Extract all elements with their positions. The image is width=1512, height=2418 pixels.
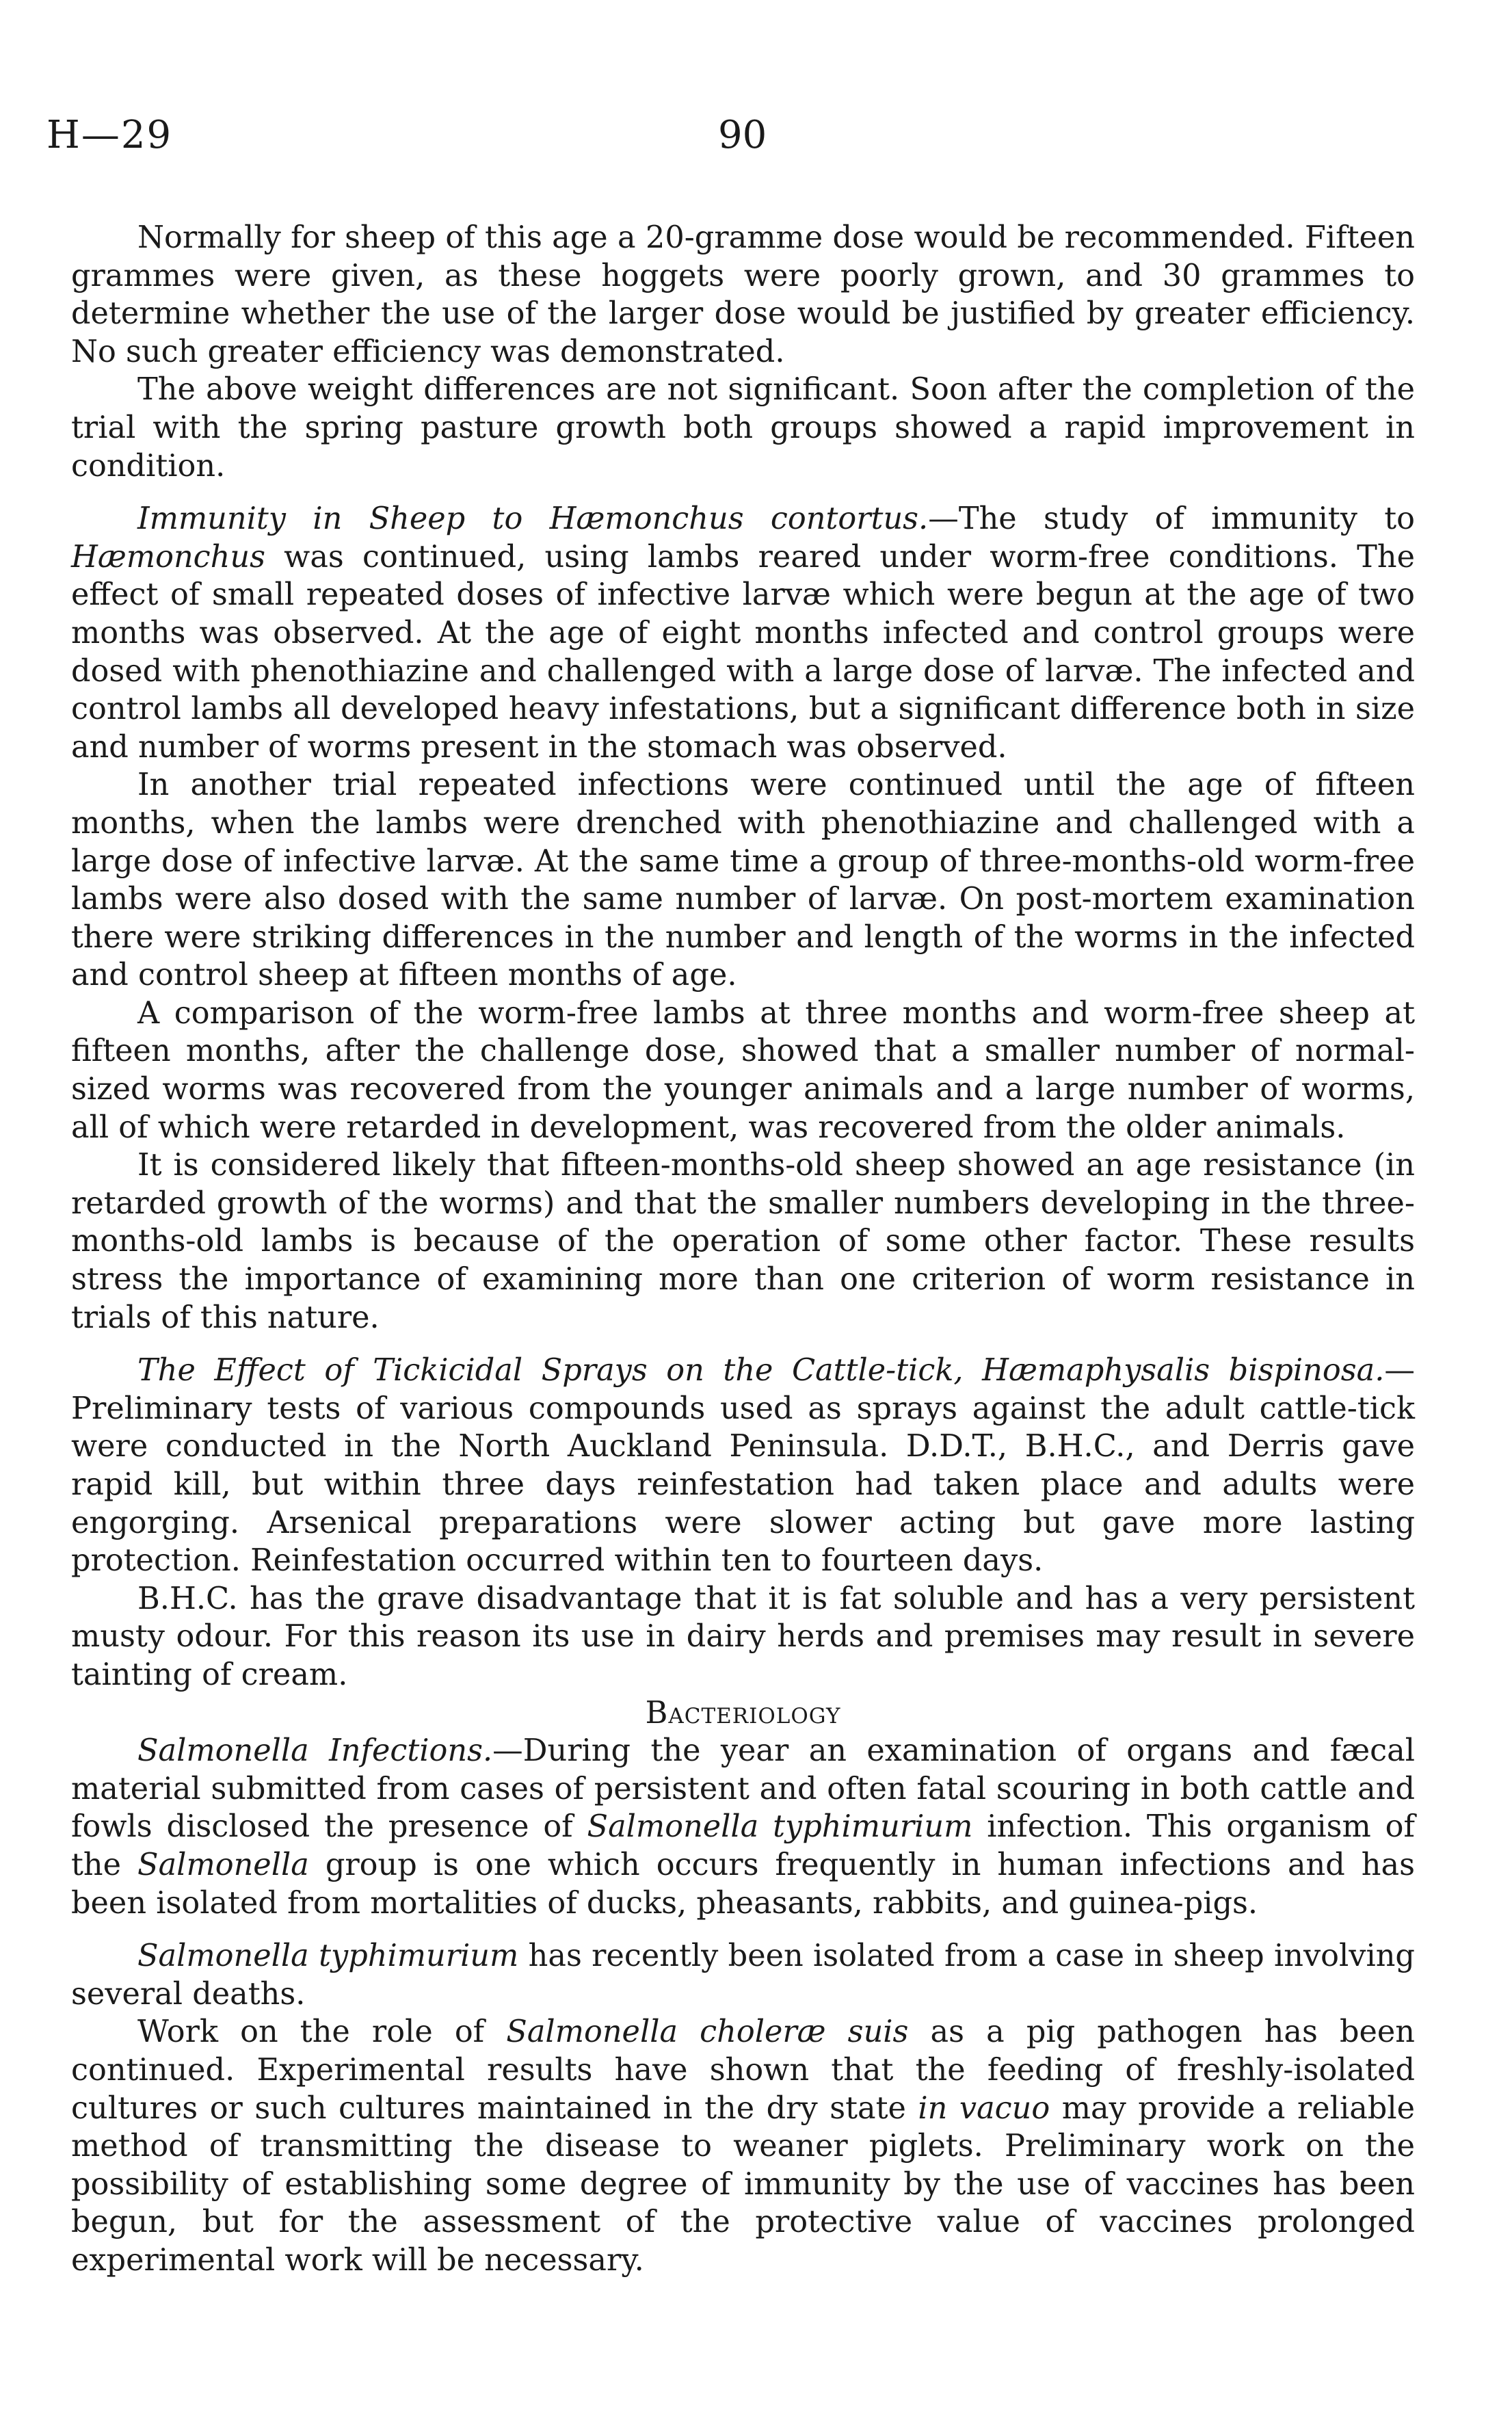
paragraph-age-resistance: It is considered likely that fifteen-months-old sheep showed an age resistance (in retarded growth of the worms) and that the smaller numbers developing in the three-months-old lambs is because of the operation of some other factor. These results stress the importance of examining more than one criterion of worm resistance in trials of this nature.: [71, 1147, 1415, 1335]
subsection-title-immunity: Immunity in Sheep to Hæmonchus contortus.: [137, 501, 929, 537]
paragraph-dose-recommendation: Normally for sheep of this age a 20-gramme dose would be recommended. Fifteen grammes were given, as these hoggets were poorly grown, and 30 grammes to determine whether the use of the larger dose would be justified by greater efficiency. No such greater efficiency was demonstrated.: [71, 220, 1415, 369]
section-heading-bacteriology: Bacteriology: [645, 1694, 841, 1731]
paragraph-weight-differences: The above weight differences are not significant. Soon after the completion of the trial with the spring pasture growth both groups showed a rapid improvement in condition.: [71, 371, 1415, 484]
paragraph-comparison: A comparison of the worm-free lambs at three months and worm-free sheep at fifteen months, after the challenge dose, showed that a smaller number of normal-sized worms was recovered from the younger animals and a large number of worms, all of which were retarded in development, was recovered from the older animals.: [71, 995, 1415, 1145]
paragraph-salmonella-sheep: Salmonella typhimurium has recently been isolated from a case in sheep involving several deaths.: [71, 1938, 1415, 2012]
paragraph-bhc: B.H.C. has the grave disadvantage that it is fat soluble and has a very persistent musty odour. For this reason its use in dairy herds and premises may result in severe tainting of cream.: [71, 1580, 1415, 1692]
paragraph-immunity-haemonchus: Immunity in Sheep to Hæmonchus contortus.—The study of immunity to Hæmonchus was continued, using lambs reared under worm-free conditions. The effect of small repeated doses of infective larvæ which were begun at the age of two months was observed. At the age of eight months infected and control groups were dosed with phenothiazine and challenged with a large dose of larvæ. The infected and control lambs all developed heavy infestations, but a significant difference both in size and number of worms present in the stomach was observed.: [71, 501, 1415, 765]
page-number: 90: [718, 113, 767, 157]
paragraph-another-trial: In another trial repeated infections were continued until the age of fifteen months, when the lambs were drenched with phenothiazine and challenged with a large dose of infective larvæ. At the same time a group of three-months-old worm-free lambs were also dosed with the same number of larvæ. On post-mortem examination there were striking differences in the number and length of the worms in the infected and control sheep at fifteen months of age.: [71, 767, 1415, 993]
paragraph-tickicidal-sprays: The Effect of Tickicidal Sprays on the Cattle-tick, Hæmaphysalis bispinosa.—Preliminary tests of various compounds used as sprays against the adult cattle-tick were conducted in the North Auckland Peninsula. D.D.T., B.H.C., and Derris gave rapid kill, but within three days reinfestation had taken place and adults were engorging. Arsenical preparations were slower acting but gave more lasting protection. Reinfestation occurred within ten to fourteen days.: [71, 1352, 1415, 1579]
subsection-title-salmonella: Salmonella Infections.: [137, 1733, 493, 1769]
paragraph-salmonella-infections: Salmonella Infections.—During the year an examination of organs and fæcal material submitted from cases of persistent and often fatal scouring in both cattle and fowls disclosed the presence of Salmonella typhimurium infection. This organism of the Salmonella group is one which occurs frequently in human infections and has been isolated from mortalities of ducks, pheasants, rabbits, and guinea-pigs.: [71, 1733, 1415, 1921]
report-reference: H—29: [47, 113, 173, 157]
body-text: [71, 219, 1415, 2279]
subsection-title-tickicidal: The Effect of Tickicidal Sprays on the Cattle-tick, Hæmaphysalis bispinosa.: [137, 1352, 1385, 1389]
paragraph-salmonella-choleraesuis: Work on the role of Salmonella choleræ suis as a pig pathogen has been continued. Experimental results have shown that the feeding of freshly-isolated cultures or such cultures maintained in the dry state in vacuo may provide a reliable method of transmitting the disease to weaner piglets. Preliminary work on the possibility of establishing some degree of immunity by the use of vaccines has been begun, but for the assessment of the protective value of vaccines prolonged experimental work will be necessary.: [71, 2014, 1416, 2278]
